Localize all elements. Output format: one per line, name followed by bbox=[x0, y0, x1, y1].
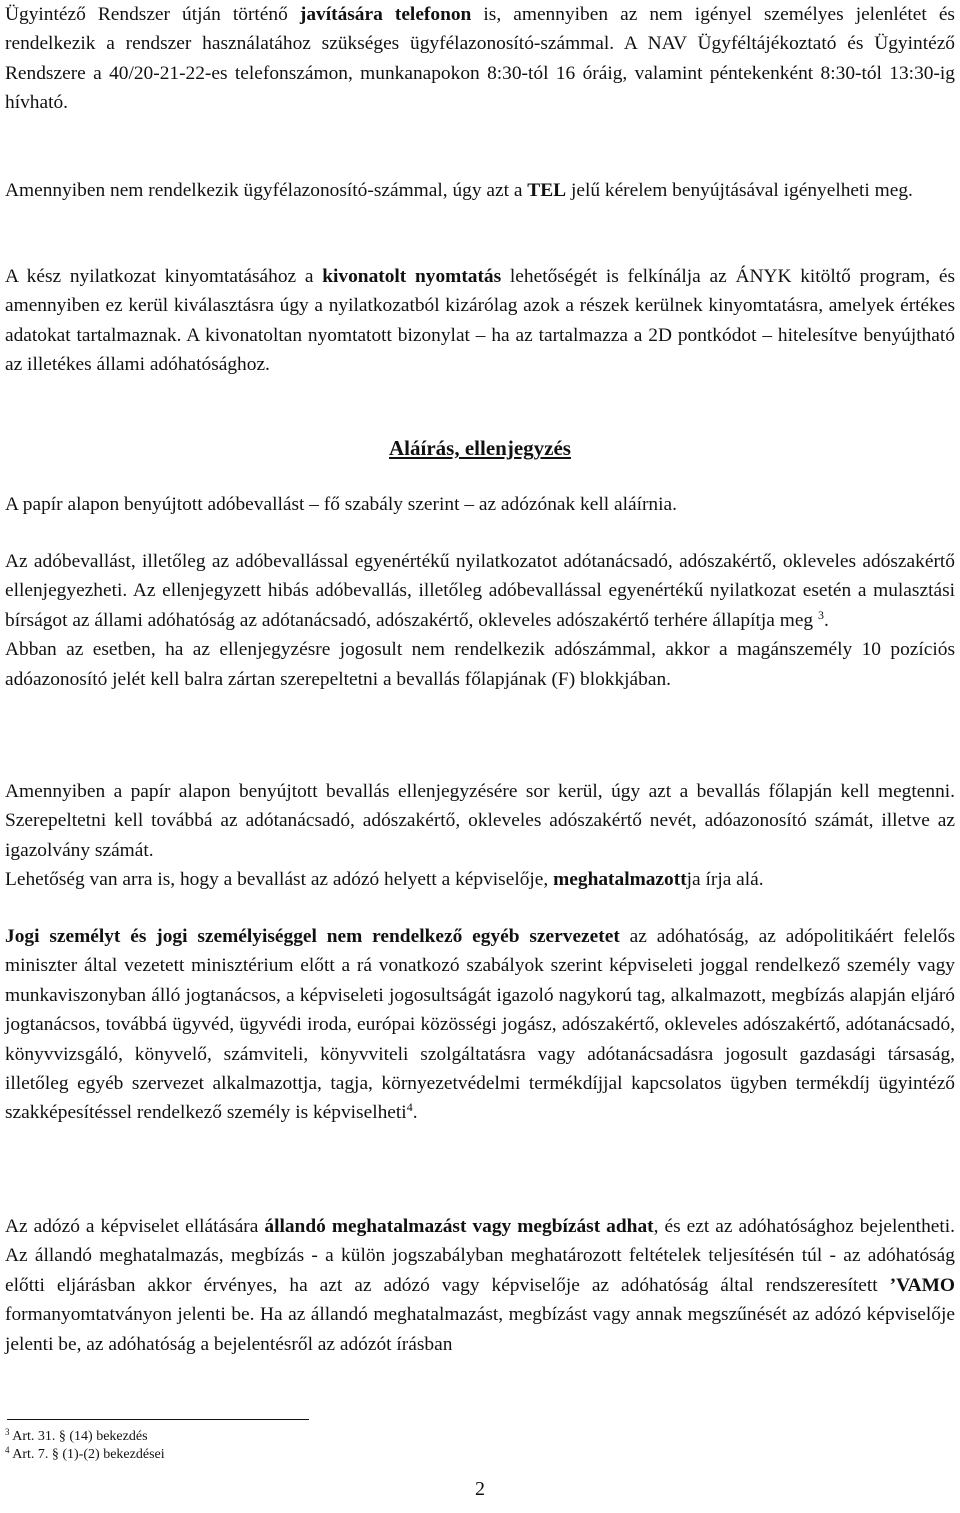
footnote-3: $^3$ Art. 31. § (14) bekezdés bbox=[5, 1427, 148, 1444]
paragraph-countersignature: Az adóbevallást, illetőleg az adóbevallással egyenértékű nyilatkozatot adótanácsadó, adószakértő, okleveles adószakértő ellenjegyezheti. Az ellenjegyzett hibás adóbevallás, illetőleg adóbevallással egyenértékű nyilatkozat esetén a mulasztási bírságot az állami adóhatóság az adótanácsadó, adószakértő, okleveles adószakértő terhére állapítja meg $^3$. Abban az esetben, ha az ellenjegyzésre jogosult nem rendelkezik adószámmal, akkor a magánszemély 10 pozíciós adóazonosító jelét kell balra zártan szerepeltetni a bevallás főlapjának (F) blokkjában. bbox=[5, 551, 955, 690]
footnotes bbox=[5, 1428, 165, 1464]
footnote-ref-4[interactable]: 4 bbox=[406, 1100, 413, 1115]
paragraph-signature-rule: A papír alapon benyújtott adóbevallást – fő szabály szerint – az adózónak kell aláírnia. bbox=[5, 494, 677, 515]
page-number: 2 bbox=[475, 1478, 485, 1500]
paragraph-countersign-placement: Amennyiben a papír alapon benyújtott bevallás ellenjegyzésére sor kerül, úgy azt a bevallás főlapján kell megtenni. Szerepeltetni kell továbbá az adótanácsadó, adószakértő, okleveles adószakértő nevét, adóazonosító számát, illetve az igazolvány számát. Lehetőség van arra is, hogy a bevallást az adózó helyett a képviselője, meghatalmazottja írja alá. bbox=[5, 781, 955, 891]
paragraph-client-id: Amennyiben nem rendelkezik ügyfélazonosító-számmal, úgy azt a TEL jelű kérelem benyújtásával igényelheti meg. bbox=[5, 180, 913, 201]
section-heading: Aláírás, ellenjegyzés bbox=[389, 436, 571, 460]
paragraph-abstract-printing: A kész nyilatkozat kinyomtatásához a kivonatolt nyomtatás lehetőségét is felkínálja az ÁNYK kitöltő program, és amennyiben ez kerül kiválasztásra úgy a nyilatkozatból kizárólag azok a részek kerülnek kinyomtatásra, amelyek értékes adatokat tartalmaznak. A kivonatoltan nyomtatott bizonylat – ha az tartalmazza a 2D pontkódot – hitelesítve benyújtható az illetékes állami adóhatósághoz. bbox=[5, 266, 955, 376]
footnote-ref-3[interactable]: 3 bbox=[817, 607, 824, 622]
paragraph-telephone-correction: Ügyintéző Rendszer útján történő javítására telefonon is, amennyiben az nem igényel személyes jelenlétet és rendelkezik a rendszer használatához szükséges ügyfélazonosító-számmal. A NAV Ügyféltájékoztató és Ügyintéző Rendszere a 40/20-21-22-es telefonszámon, munkanapokon 8:30-tól 16 óráig, valamint péntekenként 8:30-tól 13:30-ig hívható. bbox=[5, 4, 955, 114]
paragraph-legal-persons: Jogi személyt és jogi személyiséggel nem rendelkező egyéb szervezetet az adóhatóság, az adópolitikáért felelős miniszter által vezetett minisztérium előtt a rá vonatkozó szabályok szerint képviseleti joggal rendelkező személy vagy munkaviszonyban álló jogtanácsos, a képviseleti jogosultságát igazoló nagykorú tag, alkalmazott, megbízás alapján eljáró jogtanácsos, továbbá ügyvéd, ügyvédi iroda, európai közösségi jogász, adószakértő, okleveles adószakértő, adótanácsadó, könyvvizsgáló, könyvelő, számviteli, könyvviteli szolgáltatásra vagy adótanácsadásra jogosult gazdasági társaság, illetőleg egyéb szervezet alkalmazottja, tagja, környezetvédelmi termékdíjjal kapcsolatos ügyben termékdíj ügyintéző szakképesítéssel rendelkező személy is képviselheti$^4$. bbox=[5, 926, 955, 1124]
paragraph-power-of-attorney: Az adózó a képviselet ellátására állandó meghatalmazást vagy megbízást adhat, és ezt az adóhatósághoz bejelentheti. Az állandó meghatalmazás, megbízás - a külön jogszabályban meghatározott feltételek teljesítésén túl - az adóhatóság előtti eljárásban akkor érvényes, ha azt az adózó vagy képviselője az adóhatóság által rendszeresített ’VAMO formanyomtatványon jelenti be. Ha az állandó meghatalmazást, megbízást vagy annak megszűnését az adózó képviselője jelenti be, az adóhatóság a bejelentésről az adózót írásban bbox=[5, 1216, 955, 1355]
footnote-separator bbox=[7, 1419, 309, 1420]
footnote-4: $^4$ Art. 7. § (1)-(2) bekezdései bbox=[5, 1445, 165, 1462]
